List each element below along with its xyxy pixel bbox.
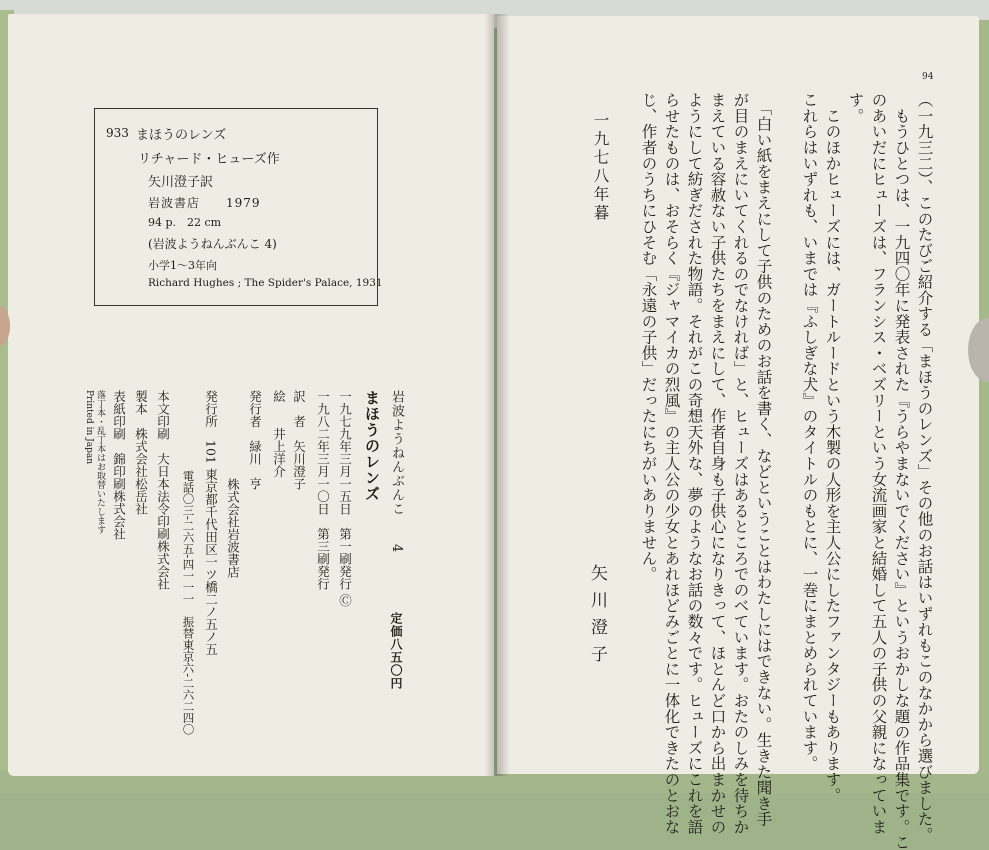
afterword-date: 一九七八年暮 [591, 112, 610, 223]
colophon-price: 定価八五〇円 [389, 612, 403, 690]
colophon-illustrator: 絵 井上洋介 [271, 390, 287, 478]
colophon-book-title: まほうのレンズ [363, 390, 381, 502]
afterword-line: （一九三二）、このたびご紹介する「まほうのレンズ」その他のお話はいずれもこのなかから選びました。 [915, 92, 934, 843]
afterword-line: ようにして紡ぎだされた物語。それがこの奇想天外な、夢のようなお話の数々です。ヒューズにこれを語 [685, 92, 704, 835]
colophon-first-edition: 一九七九年三月一五日 第一刷発行 Ⓒ [337, 390, 353, 607]
afterword-line: が目のまえにいてくれるのでなければ」と、ヒューズはあるところでのべています。おたのしみを待ちか [731, 92, 750, 835]
afterword-line: す。 [846, 92, 865, 124]
afterword-signature: 矢川澄子 [587, 564, 607, 672]
catalog-translator: 矢川澄子訳 [148, 175, 214, 190]
catalog-series: (岩波ようねんぶんこ 4) [148, 237, 277, 251]
colophon-phone: 電話〇三-二六五-四一一一 振替東京六-二六二四〇 [181, 470, 196, 735]
book-gutter [484, 14, 510, 776]
colophon-notice: 落丁本・乱丁本はお取替いたします [95, 390, 105, 534]
afterword-line: もうひとつは、一九四〇年に発表された『うらやまないでください』というおかしな題の作品集です。こ [892, 92, 911, 850]
catalog-original-title: Richard Hughes ; The Spider's Palace, 1931 [148, 277, 383, 289]
colophon-publisher-person: 発行者 緑川 亨 [247, 390, 263, 490]
afterword-line: まえている容赦ない子供たちをまえにして、作者自身も子供心になりきって、ほとんど口から出まかせの [708, 92, 727, 835]
colophon-third-edition: 一九八二年三月一〇日 第三刷発行 [315, 390, 331, 590]
afterword-line: のあいだにヒューズは、フランシス・ベズリーという女流画家と結婚して五人の子供の父親になっていま [869, 92, 888, 835]
afterword-line: このほかヒューズには、ガートルードという木製の人形を主人公にしたファンタジーもあります。 [823, 92, 842, 803]
colophon-publisher-address: 発行所 101 東京都千代田区一ツ橋二ノ五ノ五 [203, 390, 219, 656]
catalog-pages: 94 p. 22 cm [148, 216, 222, 229]
afterword-line: じ、作者のうちにひそむ「永遠の子供」だったにちがいありません。 [639, 92, 658, 582]
catalog-grade: 小学1〜3年向 [148, 259, 217, 272]
catalog-publisher: 岩波書店 1979 [148, 196, 261, 210]
colophon-cover-printing: 表紙印刷 錦印刷株式会社 [111, 390, 127, 540]
afterword-line: らせたものは、おそらく『ジャマイカの烈風』の主人公の少女とあれほどみごとに一体化できたのとおな [662, 92, 681, 835]
catalog-author: リチャード・ヒューズ作 [138, 152, 280, 167]
colophon-series: 岩波ようねんぶんこ 4 [389, 390, 404, 554]
colophon-body-printing: 本文印刷 大日本法令印刷株式会社 [155, 390, 171, 590]
afterword-line: 「白い紙をまえにして子供のためのお話を書く、などということはわたしにはできない。生きた聞き手 [754, 92, 773, 827]
colophon-translator: 訳 者 矢川澄子 [291, 390, 307, 490]
colophon-binding: 製本 株式会社松岳社 [133, 390, 149, 515]
colophon-publisher-company: 株式会社岩波書店 [225, 478, 241, 578]
colophon-printed-in: Printed in Japan [84, 390, 94, 465]
catalog-number: 933 [106, 126, 129, 140]
catalog-title: まほうのレンズ [136, 128, 227, 143]
page-number: 94 [922, 72, 934, 82]
afterword-line: これらはいずれも、いまでは『ふしぎな犬』のタイトルのもとに、一巻にまとめられています。 [800, 92, 819, 772]
